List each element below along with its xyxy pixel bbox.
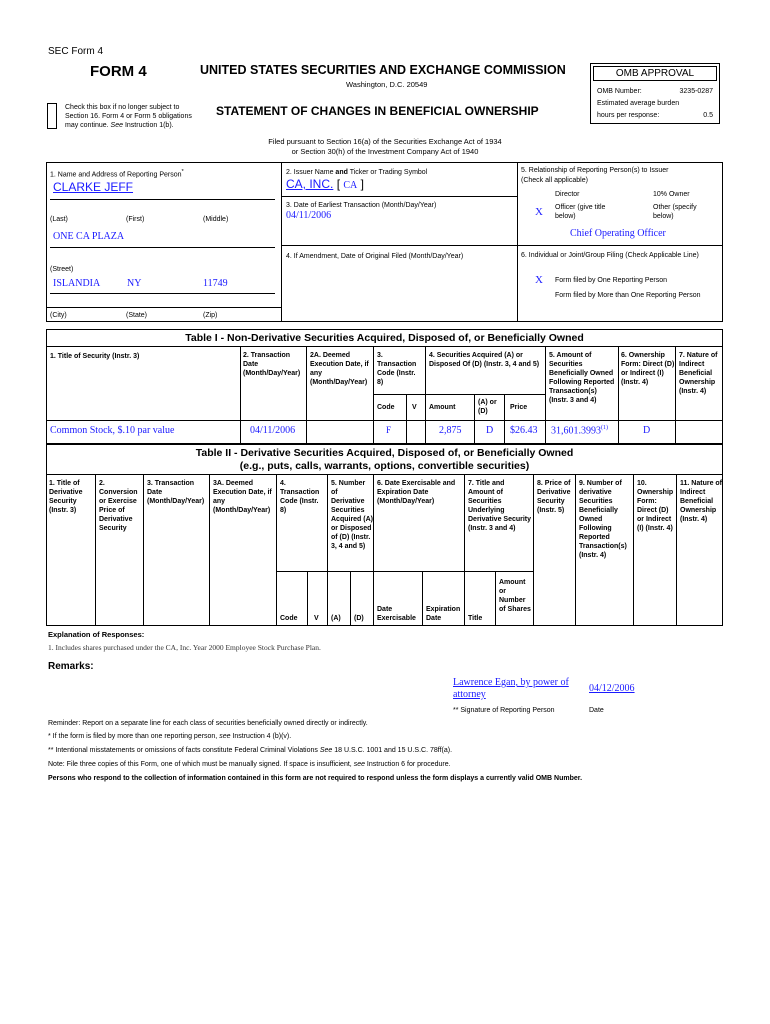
ten-percent-owner-option[interactable]: 10% Owner — [653, 191, 690, 198]
agency-city: Washington, D.C. 20549 — [346, 80, 428, 89]
box5-label: 5. Relationship of Reporting Person(s) to Issuer — [521, 167, 669, 174]
earliest-transaction-date: 04/11/2006 — [286, 210, 332, 221]
director-option[interactable]: Director — [555, 191, 580, 198]
signature-label: ** Signature of Reporting Person — [453, 707, 555, 714]
street-value: ONE CA PLAZA — [53, 231, 125, 242]
statement-title: STATEMENT OF CHANGES IN BENEFICIAL OWNERSHIP — [216, 104, 539, 118]
officer-option[interactable]: Officer (give title below) — [555, 204, 606, 220]
box1-label: 1. Name and Address of Reporting Person* — [50, 169, 184, 179]
box5-sublabel: (Check all applicable) — [521, 177, 588, 184]
t1-sub-code: Code — [377, 404, 395, 411]
table-2-title: Table II - Derivative Securities Acquired, Disposed of, or Beneficially Owned — [195, 447, 574, 459]
more-reporting-persons-option[interactable]: Form filed by More than One Reporting Person — [555, 292, 701, 299]
t2-col-title: 1. Title of Derivative Security (Instr. 3) — [49, 480, 83, 514]
t1-col-nature: 7. Nature of Indirect Beneficial Ownership (Instr. 4) — [679, 352, 718, 395]
t1-sub-amount: Amount — [429, 404, 456, 411]
issuer-name[interactable]: CA, INC. [ CA ] — [286, 177, 364, 191]
t2-sub-amount: Amount or Number of Shares — [499, 579, 531, 613]
box4-label: 4. If Amendment, Date of Original Filed (Month/Day/Year) — [286, 253, 464, 260]
zip-label: (Zip) — [203, 312, 218, 319]
t2-col-nature: 11. Nature of Indirect Beneficial Ownership (Instr. 4) — [680, 480, 723, 523]
t1-row-date: 04/11/2006 — [250, 425, 296, 436]
t2-col-owned: 9. Number of derivative Securities Beneficially Owned Following Reported Transaction(s) (Instr. 4) — [579, 480, 627, 559]
zip-value: 11749 — [203, 278, 228, 289]
state-label: (State) — [126, 312, 148, 319]
name-first-label: (First) — [126, 216, 145, 223]
t1-col-code: 3. Transaction Code (Instr. 8) — [377, 352, 417, 386]
t2-col-number: 5. Number of Derivative Securities Acquired (A) or Disposed of (D) (Instr. 3, 4 and 5) — [331, 480, 373, 550]
t1-col-owned: 5. Amount of Securities Beneficially Owned Following Reported Transaction(s) (Instr. 3 and 4) — [549, 352, 615, 404]
t1-row-title: Common Stock, $.10 par value — [50, 425, 175, 436]
box3-label: 3. Date of Earliest Transaction (Month/Day/Year) — [286, 202, 437, 209]
t2-col-form: 10. Ownership Form: Direct (D) or Indirect (I) (Instr. 4) — [637, 480, 674, 532]
signature-date: 04/12/2006 — [589, 683, 635, 694]
form-number: FORM 4 — [90, 63, 147, 80]
t1-col-deemed: 2A. Deemed Execution Date, if any (Month/Day/Year) — [310, 352, 369, 386]
t1-sub-v: V — [412, 404, 417, 411]
street-label: (Street) — [50, 266, 74, 273]
city-label: (City) — [50, 312, 67, 319]
t2-col-price: 8. Price of Derivative Security (Instr. 5) — [537, 480, 571, 514]
one-person-check-mark: X — [535, 274, 543, 286]
t1-row-form: D — [643, 425, 651, 436]
t1-col-date: 2. Transaction Date (Month/Day/Year) — [243, 352, 301, 377]
agency-title: UNITED STATES SECURITIES AND EXCHANGE COMMISSION — [200, 63, 566, 77]
t1-sub-aord: (A) or (D) — [478, 399, 497, 415]
t1-row-owned: 31,601.3993$^{(1)}$ — [551, 425, 608, 437]
officer-title: Chief Operating Officer — [570, 228, 666, 239]
omb-hours: 0.5 — [703, 112, 713, 119]
officer-check-mark: X — [535, 206, 543, 218]
checkbox-instruction: Check this box if no longer subject to Section 16. Form 4 or Form 5 obligations may continue. See Instruction 1(b). — [65, 104, 192, 129]
t2-sub-date-exercisable: Date Exercisable — [377, 606, 416, 622]
omb-number: 3235-0287 — [679, 88, 713, 95]
t1-row-price: $26.43 — [510, 425, 538, 436]
t2-col-conversion: 2. Conversion or Exercise Price of Derivative Security — [99, 480, 138, 532]
omb-notice: Persons who respond to the collection of information contained in this form are not required to respond unless the form displays a currently valid OMB Number. — [48, 775, 583, 782]
footnote-star: * If the form is filed by more than one reporting person, see Instruction 4 (b)(v). — [48, 733, 292, 740]
state-value: NY — [127, 278, 142, 289]
omb-title: OMB APPROVAL — [593, 66, 717, 81]
no-longer-subject-checkbox[interactable] — [47, 103, 57, 129]
t2-sub-a: (A) — [331, 615, 341, 622]
signature-value: Lawrence Egan, by power of attorney — [453, 677, 569, 700]
name-last-label: (Last) — [50, 216, 68, 223]
omb-approval-box — [590, 63, 720, 124]
t2-col-deemed: 3A. Deemed Execution Date, if any (Month/Day/Year) — [213, 480, 272, 514]
explanation-note-1: 1. Includes shares purchased under the CA, Inc. Year 2000 Employee Stock Purchase Plan. — [48, 643, 321, 652]
t2-col-underlying: 7. Title and Amount of Securities Underlying Derivative Security (Instr. 3 and 4) — [468, 480, 532, 532]
t2-sub-expiration: Expiration Date — [426, 606, 461, 622]
other-option[interactable]: Other (specify below) — [653, 204, 697, 220]
t1-col-securities: 4. Securities Acquired (A) or Disposed Of (D) (Instr. 3, 4 and 5) — [429, 352, 540, 368]
date-label: Date — [589, 707, 604, 714]
footnote-file-copies: Note: File three copies of this Form, one of which must be manually signed. If space is insufficient, see Instruction 6 for procedure. — [48, 761, 451, 768]
city-value: ISLANDIA — [53, 278, 101, 289]
reminder-text: Reminder: Report on a separate line for each class of securities beneficially owned directly or indirectly. — [48, 720, 368, 727]
t2-col-code: 4. Transaction Code (Instr. 8) — [280, 480, 320, 514]
omb-burden-label: Estimated average burden — [597, 100, 680, 107]
table-2-subtitle: (e.g., puts, calls, warrants, options, convertible securities) — [239, 460, 530, 472]
t2-sub-d: (D) — [354, 615, 364, 622]
t1-row-amount: 2,875 — [439, 425, 462, 436]
filed-pursuant-line2: or Section 30(h) of the Investment Company Act of 1940 — [291, 147, 479, 156]
explanation-heading: Explanation of Responses: — [48, 630, 145, 639]
table-1-title: Table I - Non-Derivative Securities Acquired, Disposed of, or Beneficially Owned — [185, 332, 584, 344]
sec-form-label: SEC Form 4 — [48, 46, 104, 57]
t1-col-form: 6. Ownership Form: Direct (D) or Indirect (I) (Instr. 4) — [621, 352, 675, 386]
t2-sub-code: Code — [280, 615, 298, 622]
name-middle-label: (Middle) — [203, 216, 229, 223]
t2-sub-v: V — [314, 615, 319, 622]
one-reporting-person-option[interactable]: Form filed by One Reporting Person — [555, 277, 668, 284]
t1-sub-price: Price — [510, 404, 528, 411]
t2-col-date: 3. Transaction Date (Month/Day/Year) — [147, 480, 205, 505]
t1-row-code: F — [386, 425, 392, 435]
footnote-double-star: ** Intentional misstatements or omissions of facts constitute Federal Criminal Violations See 18 U.S.C. 1001 and 15 U.S.C. 78ff(a). — [48, 747, 453, 754]
omb-hours-label: hours per response: — [597, 112, 660, 119]
t2-sub-title: Title — [468, 615, 483, 622]
t1-col-title: 1. Title of Security (Instr. 3) — [50, 353, 140, 360]
box2-label: 2. Issuer Name and Ticker or Trading Symbol — [286, 169, 428, 176]
box6-label: 6. Individual or Joint/Group Filing (Check Applicable Line) — [521, 252, 699, 259]
t1-row-aord: D — [486, 425, 494, 436]
filed-pursuant-line1: Filed pursuant to Section 16(a) of the Securities Exchange Act of 1934 — [268, 137, 502, 146]
omb-number-label: OMB Number: — [597, 88, 642, 95]
t2-col-exercisable: 6. Date Exercisable and Expiration Date (Month/Day/Year) — [377, 480, 456, 505]
reporting-person-name[interactable]: CLARKE JEFF — [53, 180, 134, 194]
remarks-heading: Remarks: — [48, 661, 94, 672]
